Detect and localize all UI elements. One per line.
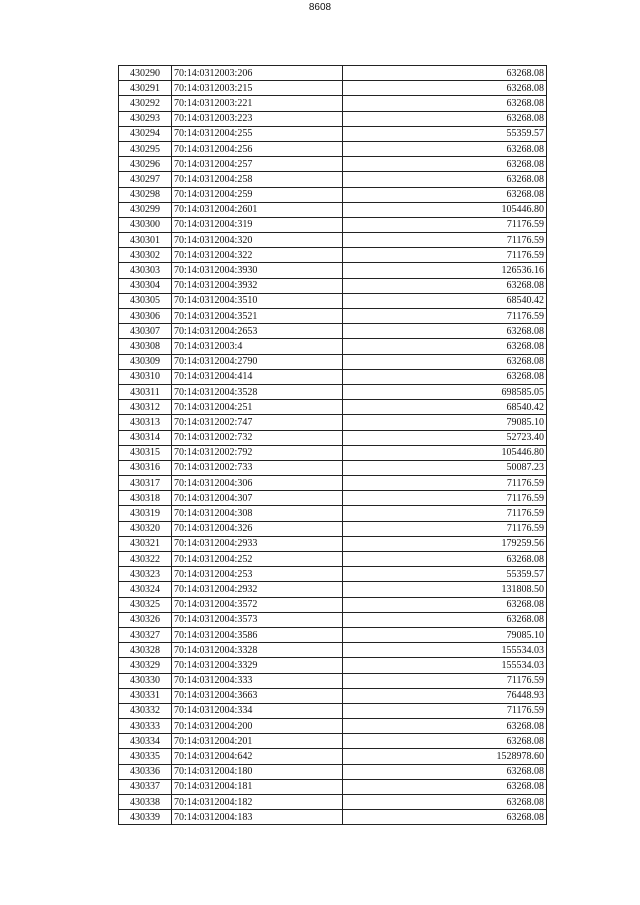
value-cell: 131808.50 — [343, 582, 547, 597]
row-id-cell: 430304 — [119, 278, 172, 293]
value-cell: 63268.08 — [343, 795, 547, 810]
row-id-cell: 430300 — [119, 217, 172, 232]
value-cell: 71176.59 — [343, 217, 547, 232]
cadastral-number-cell: 70:14:0312004:307 — [172, 491, 343, 506]
row-id-cell: 430305 — [119, 293, 172, 308]
value-cell: 71176.59 — [343, 491, 547, 506]
cadastral-number-cell: 70:14:0312004:3521 — [172, 309, 343, 324]
row-id-cell: 430326 — [119, 612, 172, 627]
value-cell: 63268.08 — [343, 81, 547, 96]
cadastral-number-cell: 70:14:0312004:2790 — [172, 354, 343, 369]
cadastral-number-cell: 70:14:0312004:2932 — [172, 582, 343, 597]
cadastral-number-cell: 70:14:0312002:792 — [172, 445, 343, 460]
row-id-cell: 430325 — [119, 597, 172, 612]
cadastral-number-cell: 70:14:0312004:414 — [172, 369, 343, 384]
cadastral-number-cell: 70:14:0312004:182 — [172, 795, 343, 810]
table-row — [119, 369, 547, 384]
table-row — [119, 354, 547, 369]
table-row — [119, 339, 547, 354]
table-row — [119, 324, 547, 339]
table-row — [119, 506, 547, 521]
value-cell: 68540.42 — [343, 293, 547, 308]
row-id-cell: 430309 — [119, 354, 172, 369]
table-row — [119, 187, 547, 202]
value-cell: 63268.08 — [343, 111, 547, 126]
table-row — [119, 96, 547, 111]
cadastral-number-cell: 70:14:0312004:308 — [172, 506, 343, 521]
row-id-cell: 430297 — [119, 172, 172, 187]
value-cell: 63268.08 — [343, 612, 547, 627]
value-cell: 63268.08 — [343, 339, 547, 354]
row-id-cell: 430334 — [119, 734, 172, 749]
table-row — [119, 293, 547, 308]
value-cell: 63268.08 — [343, 552, 547, 567]
row-id-cell: 430306 — [119, 309, 172, 324]
table-row — [119, 795, 547, 810]
table-row — [119, 658, 547, 673]
value-cell: 105446.80 — [343, 445, 547, 460]
table-row — [119, 521, 547, 536]
cadastral-number-cell: 70:14:0312004:3572 — [172, 597, 343, 612]
cadastral-value-table — [118, 65, 547, 825]
table-row — [119, 643, 547, 658]
cadastral-number-cell: 70:14:0312004:181 — [172, 779, 343, 794]
row-id-cell: 430324 — [119, 582, 172, 597]
table-row — [119, 688, 547, 703]
row-id-cell: 430321 — [119, 536, 172, 551]
table-body — [119, 66, 547, 825]
table-row — [119, 172, 547, 187]
row-id-cell: 430339 — [119, 810, 172, 825]
cadastral-number-cell: 70:14:0312004:3932 — [172, 278, 343, 293]
row-id-cell: 430314 — [119, 430, 172, 445]
table-row — [119, 719, 547, 734]
value-cell: 71176.59 — [343, 233, 547, 248]
value-cell: 76448.93 — [343, 688, 547, 703]
row-id-cell: 430315 — [119, 445, 172, 460]
cadastral-number-cell: 70:14:0312004:256 — [172, 141, 343, 156]
table-row — [119, 460, 547, 475]
value-cell: 63268.08 — [343, 734, 547, 749]
cadastral-number-cell: 70:14:0312004:180 — [172, 764, 343, 779]
table-row — [119, 779, 547, 794]
value-cell: 1528978.60 — [343, 749, 547, 764]
row-id-cell: 430303 — [119, 263, 172, 278]
cadastral-number-cell: 70:14:0312004:3586 — [172, 627, 343, 642]
table-row — [119, 111, 547, 126]
cadastral-number-cell: 70:14:0312004:319 — [172, 217, 343, 232]
value-cell: 63268.08 — [343, 764, 547, 779]
row-id-cell: 430293 — [119, 111, 172, 126]
table-row — [119, 612, 547, 627]
table-row — [119, 703, 547, 718]
row-id-cell: 430294 — [119, 126, 172, 141]
row-id-cell: 430296 — [119, 157, 172, 172]
value-cell: 63268.08 — [343, 172, 547, 187]
value-cell: 55359.57 — [343, 126, 547, 141]
value-cell: 63268.08 — [343, 141, 547, 156]
table-row — [119, 263, 547, 278]
row-id-cell: 430302 — [119, 248, 172, 263]
row-id-cell: 430301 — [119, 233, 172, 248]
row-id-cell: 430308 — [119, 339, 172, 354]
value-cell: 52723.40 — [343, 430, 547, 445]
table-row — [119, 764, 547, 779]
table-row — [119, 278, 547, 293]
row-id-cell: 430307 — [119, 324, 172, 339]
value-cell: 155534.03 — [343, 643, 547, 658]
row-id-cell: 430299 — [119, 202, 172, 217]
row-id-cell: 430292 — [119, 96, 172, 111]
cadastral-number-cell: 70:14:0312004:200 — [172, 719, 343, 734]
cadastral-number-cell: 70:14:0312004:183 — [172, 810, 343, 825]
value-cell: 155534.03 — [343, 658, 547, 673]
value-cell: 126536.16 — [343, 263, 547, 278]
value-cell: 71176.59 — [343, 673, 547, 688]
cadastral-number-cell: 70:14:0312004:3528 — [172, 384, 343, 399]
cadastral-number-cell: 70:14:0312002:747 — [172, 415, 343, 430]
cadastral-number-cell: 70:14:0312004:259 — [172, 187, 343, 202]
table-row — [119, 126, 547, 141]
cadastral-number-cell: 70:14:0312004:251 — [172, 400, 343, 415]
table-row — [119, 810, 547, 825]
table-row — [119, 233, 547, 248]
table-row — [119, 141, 547, 156]
table-row — [119, 491, 547, 506]
table-row — [119, 415, 547, 430]
table-row — [119, 476, 547, 491]
row-id-cell: 430327 — [119, 627, 172, 642]
value-cell: 71176.59 — [343, 521, 547, 536]
table-row — [119, 597, 547, 612]
row-id-cell: 430337 — [119, 779, 172, 794]
value-cell: 63268.08 — [343, 354, 547, 369]
value-cell: 63268.08 — [343, 719, 547, 734]
table-row — [119, 217, 547, 232]
row-id-cell: 430335 — [119, 749, 172, 764]
value-cell: 63268.08 — [343, 810, 547, 825]
table-row — [119, 445, 547, 460]
cadastral-number-cell: 70:14:0312004:333 — [172, 673, 343, 688]
row-id-cell: 430330 — [119, 673, 172, 688]
table-row — [119, 384, 547, 399]
row-id-cell: 430338 — [119, 795, 172, 810]
cadastral-number-cell: 70:14:0312004:253 — [172, 567, 343, 582]
table-row — [119, 157, 547, 172]
cadastral-number-cell: 70:14:0312004:3328 — [172, 643, 343, 658]
value-cell: 105446.80 — [343, 202, 547, 217]
row-id-cell: 430322 — [119, 552, 172, 567]
table-row — [119, 400, 547, 415]
cadastral-number-cell: 70:14:0312004:255 — [172, 126, 343, 141]
cadastral-number-cell: 70:14:0312004:642 — [172, 749, 343, 764]
value-cell: 179259.56 — [343, 536, 547, 551]
value-cell: 63268.08 — [343, 96, 547, 111]
cadastral-number-cell: 70:14:0312003:206 — [172, 66, 343, 81]
cadastral-number-cell: 70:14:0312004:257 — [172, 157, 343, 172]
value-cell: 68540.42 — [343, 400, 547, 415]
table-row — [119, 567, 547, 582]
cadastral-number-cell: 70:14:0312004:2933 — [172, 536, 343, 551]
page-number: 8608 — [308, 2, 332, 13]
value-cell: 63268.08 — [343, 597, 547, 612]
row-id-cell: 430313 — [119, 415, 172, 430]
row-id-cell: 430319 — [119, 506, 172, 521]
row-id-cell: 430311 — [119, 384, 172, 399]
cadastral-number-cell: 70:14:0312004:258 — [172, 172, 343, 187]
row-id-cell: 430317 — [119, 476, 172, 491]
cadastral-number-cell: 70:14:0312004:3573 — [172, 612, 343, 627]
row-id-cell: 430329 — [119, 658, 172, 673]
row-id-cell: 430295 — [119, 141, 172, 156]
value-cell: 63268.08 — [343, 157, 547, 172]
value-cell: 63268.08 — [343, 324, 547, 339]
cadastral-number-cell: 70:14:0312004:322 — [172, 248, 343, 263]
table-row — [119, 81, 547, 96]
row-id-cell: 430333 — [119, 719, 172, 734]
cadastral-number-cell: 70:14:0312004:252 — [172, 552, 343, 567]
table-row — [119, 627, 547, 642]
cadastral-number-cell: 70:14:0312004:3930 — [172, 263, 343, 278]
value-cell: 63268.08 — [343, 278, 547, 293]
row-id-cell: 430298 — [119, 187, 172, 202]
table-row — [119, 536, 547, 551]
table-row — [119, 66, 547, 81]
cadastral-number-cell: 70:14:0312002:732 — [172, 430, 343, 445]
table-row — [119, 673, 547, 688]
cadastral-number-cell: 70:14:0312004:306 — [172, 476, 343, 491]
value-cell: 63268.08 — [343, 779, 547, 794]
row-id-cell: 430291 — [119, 81, 172, 96]
cadastral-number-cell: 70:14:0312004:3663 — [172, 688, 343, 703]
cadastral-number-cell: 70:14:0312004:201 — [172, 734, 343, 749]
row-id-cell: 430312 — [119, 400, 172, 415]
cadastral-number-cell: 70:14:0312004:3329 — [172, 658, 343, 673]
cadastral-number-cell: 70:14:0312004:326 — [172, 521, 343, 536]
row-id-cell: 430316 — [119, 460, 172, 475]
cadastral-number-cell: 70:14:0312003:223 — [172, 111, 343, 126]
value-cell: 55359.57 — [343, 567, 547, 582]
row-id-cell: 430331 — [119, 688, 172, 703]
value-cell: 71176.59 — [343, 309, 547, 324]
cadastral-number-cell: 70:14:0312004:3510 — [172, 293, 343, 308]
table-row — [119, 309, 547, 324]
value-cell: 63268.08 — [343, 187, 547, 202]
row-id-cell: 430290 — [119, 66, 172, 81]
row-id-cell: 430318 — [119, 491, 172, 506]
value-cell: 50087.23 — [343, 460, 547, 475]
cadastral-number-cell: 70:14:0312004:2601 — [172, 202, 343, 217]
row-id-cell: 430323 — [119, 567, 172, 582]
table-row — [119, 202, 547, 217]
value-cell: 63268.08 — [343, 369, 547, 384]
table-row — [119, 552, 547, 567]
table-row — [119, 582, 547, 597]
row-id-cell: 430332 — [119, 703, 172, 718]
row-id-cell: 430310 — [119, 369, 172, 384]
cadastral-number-cell: 70:14:0312003:4 — [172, 339, 343, 354]
row-id-cell: 430320 — [119, 521, 172, 536]
cadastral-number-cell: 70:14:0312002:733 — [172, 460, 343, 475]
table-row — [119, 734, 547, 749]
cadastral-number-cell: 70:14:0312004:320 — [172, 233, 343, 248]
value-cell: 71176.59 — [343, 476, 547, 491]
value-cell: 79085.10 — [343, 627, 547, 642]
cadastral-number-cell: 70:14:0312003:215 — [172, 81, 343, 96]
cadastral-number-cell: 70:14:0312003:221 — [172, 96, 343, 111]
value-cell: 698585.05 — [343, 384, 547, 399]
row-id-cell: 430328 — [119, 643, 172, 658]
value-cell: 71176.59 — [343, 703, 547, 718]
cadastral-number-cell: 70:14:0312004:334 — [172, 703, 343, 718]
table-row — [119, 430, 547, 445]
cadastral-number-cell: 70:14:0312004:2653 — [172, 324, 343, 339]
value-cell: 79085.10 — [343, 415, 547, 430]
table-row — [119, 248, 547, 263]
value-cell: 71176.59 — [343, 506, 547, 521]
value-cell: 63268.08 — [343, 66, 547, 81]
value-cell: 71176.59 — [343, 248, 547, 263]
row-id-cell: 430336 — [119, 764, 172, 779]
table-row — [119, 749, 547, 764]
